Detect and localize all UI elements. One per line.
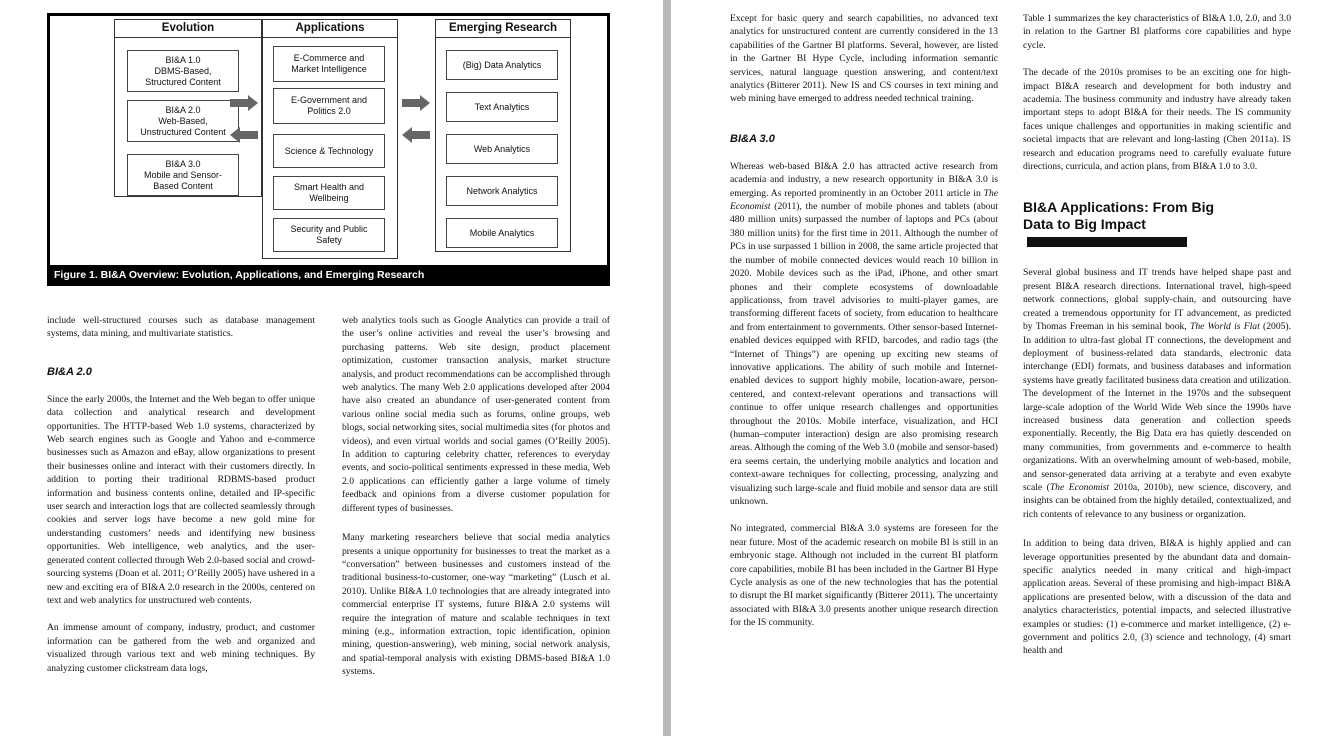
web-analytics-label: Web Analytics — [473, 143, 531, 154]
text-run: Several global business and IT trends have helped shape past and present BI&A research directions. International travel, high-speed network connections, global supply-chain, and outsourcing have created a tremendous opportunity for IT advancement, as predicted by Thomas Freeman in his seminal book, — [1023, 267, 1291, 333]
right-page-column-1 — [730, 12, 998, 630]
bia-2-line: Unstructured Content — [140, 126, 226, 137]
applications-column — [262, 19, 398, 259]
figure-diagram — [50, 16, 607, 265]
left-page-column-2 — [342, 314, 610, 679]
egovernment-line: E-Government and — [290, 95, 368, 105]
right-page — [671, 0, 1333, 736]
arrow-right-icon — [230, 95, 260, 111]
paragraph: Many marketing researchers believe that social media analytics presents a unique opportunity for businesses to treat the market as a “conversation” between businesses and customers instead of the traditional business-to-customer, one-way “marketing” (Lusch et al. 2010). Unlike BI&A 1.0 technologies that are already integrated into commercial enterprise IT systems, future BI&A 2.0 systems will require the integration of mature and scalable techniques in text mining (e.g., information extraction, topic identification, opinion mining, question-answering), web mining, social network analysis, and spatial-temporal analysis with existing DBMS-based BI&A 1.0 systems. — [342, 532, 610, 678]
heading-line: Data to Big Impact — [1023, 216, 1146, 233]
security-box — [273, 218, 385, 252]
bia-1-line: Structured Content — [145, 76, 221, 87]
paragraph: In addition to being data driven, BI&A is highly applied and can leverage opportunities presented by the abundant data and domain-specific analytics needed in many critical and high-impact application areas. Several of these promising and high-impact BI&A applications are presented below, with a discussion of the data and analytics characteristics, potential impacts, and selected illustrative examples or studies: (1) e-commerce and market intelligence, (2) e-government and politics 2.0, (3) science and technology, (4) smart health and — [1023, 538, 1291, 657]
arrow-right-icon — [402, 95, 432, 111]
left-page — [0, 0, 663, 736]
paragraph: web analytics tools such as Google Analytics can provide a trail of the user’s online activities and reveal the user’s browsing and purchasing patterns. Web site design, product placement optimization, customer transaction analysis, market structure analysis, and product recommendations can be accomplished through web analytics. The many Web 2.0 applications developed after 2004 have also created an abundance of user-generated content from various online social media such as forums, online groups, web blogs, social networking sites, social multimedia sites (for photos and videos), and even virtual worlds and social games (O’Reilly 2005). In addition to capturing celebrity chatter, references to everyday events, and socio-political sentiments expressed in these media, Web 2.0 applications can efficiently gather a large volume of timely feedback and opinions from a diverse customer population for different types of businesses. — [342, 315, 610, 514]
section-heading-applications — [1023, 199, 1291, 250]
science-box — [273, 134, 385, 168]
network-analytics-label: Network Analytics — [466, 185, 538, 196]
left-page-column-1 — [47, 314, 315, 675]
section-heading-bia-2: BI&A 2.0 — [47, 365, 92, 378]
bia-3-line: BI&A 3.0 — [165, 158, 201, 169]
paragraph: include well-structured courses such as database management systems, data mining, and multivariate statistics. — [47, 315, 315, 340]
text-analytics-box — [446, 92, 558, 122]
data-analytics-label: (Big) Data Analytics — [462, 59, 542, 70]
network-analytics-box — [446, 176, 558, 206]
bia-3-line: Based Content — [153, 180, 213, 191]
paragraph: Table 1 summarizes the key characteristics of BI&A 1.0, 2.0, and 3.0 in relation to the Gartner BI platforms core capabilities and hype cycle. — [1023, 13, 1291, 51]
text-run: 2010a, 2010b), new science, discovery, and insights can be obtained from the highly detailed, contextualized, and rich contents of relevance to any business or organization. — [1023, 481, 1291, 520]
security-line: Security and Public — [290, 224, 368, 234]
ecommerce-line: Market Intelligence — [291, 64, 367, 74]
bia-2-line: Web-Based, — [158, 115, 208, 126]
security-line: Safety — [316, 235, 342, 245]
evolution-heading: Evolution — [115, 20, 261, 38]
section-heading-bia-3: BI&A 3.0 — [730, 132, 775, 145]
applications-heading: Applications — [263, 20, 397, 38]
paragraph — [730, 160, 998, 509]
heading-rule — [1027, 237, 1187, 247]
web-analytics-box — [446, 134, 558, 164]
egovernment-box — [273, 88, 385, 124]
publication-title: The Economist — [1049, 481, 1110, 493]
ecommerce-box — [273, 46, 385, 82]
paragraph: Since the early 2000s, the Internet and the Web began to offer unique data collection and analytical research and development opportunities. The HTTP-based Web 1.0 systems, characterized by Web search engines such as Google and Yahoo and e-commerce businesses such as Amazon and eBay, allow organizations to present their businesses online and interact with their customers directly. In addition to porting their traditional RDBMS-based product information and business contents online, detailed and IP-specific user search and interaction logs that are collected seamlessly through cookies and server logs have become a new gold mine for understanding customers’ needs and identifying new business opportunities. Web intelligence, web analytics, and the user-generated content collected through Web 2.0-based social and crowd-sourcing systems (Doan et al. 2011; O’Reilly 2005) have ushered in a new and exciting era of BI&A 2.0 research in the 2000s, centered on text and web analytics for unstructured web contents. — [47, 393, 315, 606]
bia-3-box — [127, 154, 239, 196]
text-run: (2005). In addition to ultra-fast global IT connections, the development and deployment of business-related data standards, electronic data interchange (EDI) formats, and business databases and information systems have greatly facilitated business data creation and utilization. The development of the Internet in the 1970s and the subsequent large-scale adoption of the World Wide Web since the 1990s have increased business data generation and collection speeds exponentially. Recently, the Big Data era has quietly descended on many communities, from governments and e-commerce to health organizations. With an overwhelming amount of web-based, mobile, and sensor-generated data arriving at a terabyte and even exabyte scale ( — [1023, 321, 1292, 493]
mobile-analytics-box — [446, 218, 558, 248]
paragraph: Except for basic query and search capabilities, no advanced text analytics for unstructured content are currently considered in the 13 capabilities of the Gartner BI platforms. Several, however, are listed in the Gartner BI Hype Cycle, including information semantic services, natural language question answering, and content/text analytics (Bitterer 2011). New IS and CS courses in text mining and web mining have emerged to address needed technical training. — [730, 13, 998, 105]
bia-2-box — [127, 100, 239, 142]
arrow-left-icon — [402, 127, 432, 143]
paragraph — [1023, 266, 1291, 521]
text-run: Whereas web-based BI&A 2.0 has attracted active research from academia and industry, a new research opportunity in BI&A 3.0 is emerging. As reported prominently in an October 2011 article in — [730, 160, 998, 199]
publication-title: The Economist — [730, 187, 998, 213]
bia-3-line: Mobile and Sensor- — [143, 169, 223, 180]
paragraph: The decade of the 2010s promises to be an exciting one for high-impact BI&A research and development for both industry and academia. The business community and industry have already taken important steps to adopt BI&A for their needs. The IS community faces unique challenges and opportunities in making scientific and societal impacts that are relevant and long-lasting (Chen 2011a). IS research and education programs need to carefully evaluate future directions, curricula, and action plans, from BI&A 1.0 to 3.0. — [1023, 67, 1291, 173]
egovernment-line: Politics 2.0 — [307, 106, 351, 116]
health-line: Wellbeing — [309, 193, 349, 203]
arrow-left-icon — [230, 127, 260, 143]
science-line: Science & Technology — [284, 145, 374, 156]
figure-caption: Figure 1. BI&A Overview: Evolution, Applications, and Emerging Research — [54, 269, 425, 281]
research-column — [435, 19, 571, 252]
bia-1-line: BI&A 1.0 — [165, 54, 201, 65]
heading-line: BI&A Applications: From Big — [1023, 199, 1215, 216]
text-run: (2011), the number of mobile phones and tablets (about 480 million units) surpassed the number of laptops and PCs (about 380 million units) for the first time in 2011. Although the number of PCs in use surpassed 1 billion in 2008, the same article projected that the number of mobile connected devices would reach 10 billion in 2020. Mobile devices such as the iPad, iPhone, and other smart phones and their complete ecosystems of downloadable applicationss, from travel advisories to multi-player games, are transforming different facets of society, from education to healthcare and from entertainment to governments. Other sensor-based Internet-enabled devices equipped with RFID, barcodes, and radio tags (the “Internet of Things”) are opening up exciting new steams of innovative applications. The ability of such mobile and Internet-enabled devices to support highly mobile, location-aware, person-centered, and context-relevant operations and transactions will continue to offer unique research challenges and opportunities throughout the 2010s. Mobile interface, visualization, and HCI (human–computer interaction) design are also promising research areas. Although the coming of the Web 3.0 (mobile and sensor-based) era seems certain, the underlying mobile analytics and location and context-aware techniques for collecting, processing, analyzing and visualizing such large-scale and fluid mobile and sensor data are still unknown. — [730, 201, 998, 507]
bia-2-line: BI&A 2.0 — [165, 104, 201, 115]
book-title: The World is Flat — [1190, 321, 1260, 333]
figure-1 — [47, 13, 610, 286]
health-line: Smart Health and — [293, 182, 365, 192]
ecommerce-line: E-Commerce and — [293, 53, 365, 63]
data-analytics-box — [446, 50, 558, 80]
health-box — [273, 176, 385, 210]
paragraph: No integrated, commercial BI&A 3.0 systems are foreseen for the near future. Most of the academic research on mobile BI is still in an embryonic stage. Although not included in the current BI platform core capabilities, mobile BI has been included in the Gartner BI Hype Cycle analysis as one of the new technologies that has the potential to disrupt the BI market significantly (Bitterer 2011). The uncertainty associated with BI&A 3.0 presents another unique research direction for the IS community. — [730, 523, 999, 629]
research-heading: Emerging Research — [436, 20, 570, 38]
right-page-column-2 — [1023, 12, 1291, 658]
text-analytics-label: Text Analytics — [474, 101, 530, 112]
paragraph: An immense amount of company, industry, product, and customer information can be gathered from the web and organized and visualized through various text and web mining techniques. By analyzing customer clickstream data logs, — [47, 622, 315, 674]
mobile-analytics-label: Mobile Analytics — [469, 227, 535, 238]
bia-1-box — [127, 50, 239, 92]
bia-1-line: DBMS-Based, — [154, 65, 212, 76]
